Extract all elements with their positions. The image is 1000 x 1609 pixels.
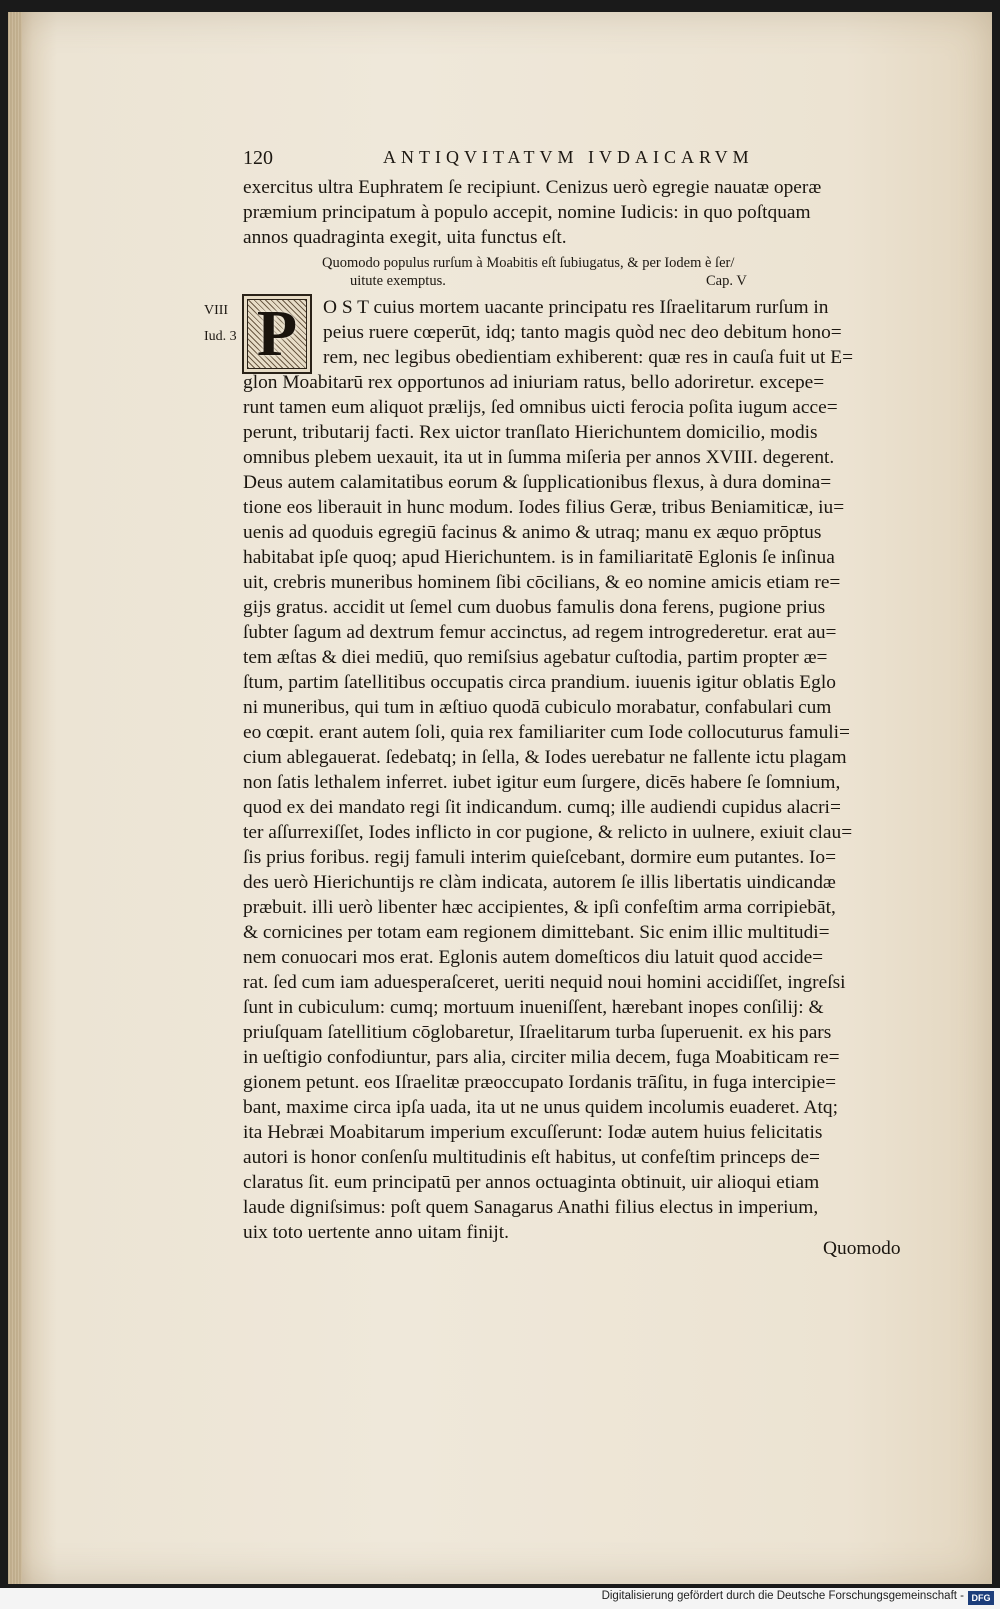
text-line: ſunt in cubiculum: cumq; mortuum inueniſſent, hærebant inopes conſilij: & — [243, 997, 824, 1018]
text-line: bant, maxime circa ipſa uada, ita ut ne unus quidem incolumis euaderet. Atq; — [243, 1097, 839, 1118]
chapter-heading — [322, 254, 822, 290]
digitization-footer — [0, 1588, 1000, 1609]
chapter-heading-line: Quomodo populus rurſum à Moabitis eſt ſubiugatus, & per Iodem è ſer/ — [322, 255, 735, 271]
text-line: uix toto uertente anno uitam finijt. — [243, 1222, 510, 1243]
text-line: gionem petunt. eos Iſraelitæ præoccupato Iordanis trāſitu, in fuga intercipie= — [243, 1072, 837, 1093]
main-paragraph — [243, 295, 911, 1245]
text-line: priuſquam ſatellitium cōglobaretur, Iſraelitarum turba ſuperuenit. ex his pars — [243, 1022, 832, 1043]
text-line: non ſatis lethalem inferret. iubet igitur eum ſurgere, dicēs habere ſe ſomnium, — [243, 772, 841, 793]
text-line: quod ex dei mandato regi ſit indicandum. cumq; ille audiendi cupidus alacri= — [243, 797, 841, 818]
text-line: eo cœpit. erant autem ſoli, quia rex familiariter cum Iode collocuturus famuli= — [243, 722, 850, 743]
text-line: O S T cuius mortem uacante principatu res Iſraelitarum rurſum in — [323, 297, 829, 318]
text-line: præbuit. illi uerò libenter hæc accipientes, & ipſi confeſtim arma corripiebāt, — [243, 897, 836, 918]
text-line: tione eos liberauit in hunc modum. Iodes filius Geræ, tribus Beniamiticæ, iu= — [243, 497, 845, 518]
text-line: claratus ſit. eum principatū per annos octuaginta obtinuit, uir alioqui etiam — [243, 1172, 820, 1193]
text-line: gijs gratus. accidit ut ſemel cum duobus famulis dona ferens, pugione prius — [243, 597, 826, 618]
text-line: uenis ad quoduis egregiū facinus & animo & utraq; manu ex æquo prōptus — [243, 522, 822, 543]
text-line: ter aſſurrexiſſet, Iodes inflicto in cor pugione, & relicto in uulnere, exiuit clau= — [243, 822, 853, 843]
text-line: ſis prius foribus. regij famuli interim quieſcebant, dormire eum putantes. Io= — [243, 847, 837, 868]
text-line: rat. ſed cum iam aduesperaſceret, ueriti nequid noui homini accidiſſet, ingreſsi — [243, 972, 846, 993]
running-title: ANTIQVITATVM IVDAICARVM — [383, 147, 754, 167]
text-line: ni muneribus, qui tum in æſtiuo quodā cubiculo morabatur, confabulari cum — [243, 697, 832, 718]
text-line: ſubter ſagum ad dextrum femur accinctus, ad regem introgrederetur. erat au= — [243, 622, 837, 643]
text-line: præmium principatum à populo accepit, nomine Iudicis: in quo poſtquam — [243, 202, 811, 223]
text-line: annos quadraginta exegit, uita functus eſt. — [243, 227, 567, 248]
drop-initial-letter: P — [256, 297, 298, 370]
page-edge-shading — [8, 12, 22, 1584]
text-line: Deus autem calamitatibus eorum & ſupplicationibus flexus, à dura domina= — [243, 472, 832, 493]
text-line: laude digniſsimus: poſt quem Sanagarus Anathi filius electus in imperium, — [243, 1197, 819, 1218]
catchword: Quomodo — [823, 1238, 901, 1259]
text-line: & cornicines per totam eam regionem dimittebant. Sic enim illic multitudi= — [243, 922, 830, 943]
chapter-label: Cap. V — [706, 273, 747, 289]
chapter-heading-line: uitute exemptus. — [350, 273, 446, 289]
text-line: autori is honor conſenſu multitudinis eſt habitus, ut confeſtim princeps de= — [243, 1147, 820, 1168]
text-line: nem conuocari mos erat. Eglonis autem domeſticos diu latuit quod accide= — [243, 947, 824, 968]
text-line: cium ablegauerat. ſedebatq; in ſella, & Iodes uerebatur ne fallente ictu plagam — [243, 747, 847, 768]
page-header — [243, 147, 903, 177]
text-line: omnibus plebem uexauit, ita ut in ſumma miſeria per annos XVIII. degerent. — [243, 447, 835, 468]
text-line: uit, crebris muneribus hominem ſibi cōcilians, & eo nomine amicis etiam re= — [243, 572, 841, 593]
text-line: ſtum, partim ſatellitibus occupatis circa prandium. iuuenis igitur oblatis Eglo — [243, 672, 836, 693]
text-line: exercitus ultra Euphratem ſe recipiunt. Cenizus uerò egregie nauatæ operæ — [243, 177, 822, 198]
text-line: in ueſtigio confodiuntur, pars alia, circiter milia decem, fuga Moabiticam re= — [243, 1047, 840, 1068]
text-line: perunt, tributarij facti. Rex uictor tranſlato Hierichuntem domicilio, modis — [243, 422, 818, 443]
text-line: tem æſtas & diei mediū, quo remiſsius agebatur cuſtodia, partim propter æ= — [243, 647, 828, 668]
text-line: ita Hebræi Moabitarum imperium excuſſerunt: Iodæ autem huius felicitatis — [243, 1122, 823, 1143]
text-line: des uerò Hierichuntijs re clàm indicata, autorem ſe illis libertatis uindicandæ — [243, 872, 836, 893]
dfg-logo-icon: DFG — [968, 1591, 994, 1605]
text-line: peius ruere cœperūt, idq; tanto magis quòd nec deo debitum hono= — [323, 322, 842, 343]
page-number: 120 — [243, 147, 273, 169]
text-line: glon Moabitarū rex opportunos ad iniuriam ratus, bello adoriretur. excepe= — [243, 372, 825, 393]
text-line: rem, nec legibus obedientiam exhiberent: quæ res in cauſa fuit ut E= — [323, 347, 854, 368]
marginal-notes — [204, 298, 237, 350]
margin-note: VIII — [204, 303, 229, 318]
text-line: runt tamen eum aliquot prælijs, ſed omnibus uicti ferocia poſita iugum acce= — [243, 397, 838, 418]
text-line: habitabat ipſe quoq; apud Hierichuntem. is in familiaritatē Eglonis ſe inſinua — [243, 547, 835, 568]
funding-credit: Digitalisierung gefördert durch die Deutsche Forschungsgemeinschaft - — [601, 1590, 964, 1602]
intro-paragraph — [243, 175, 911, 250]
margin-note: Iud. 3 — [204, 329, 237, 344]
